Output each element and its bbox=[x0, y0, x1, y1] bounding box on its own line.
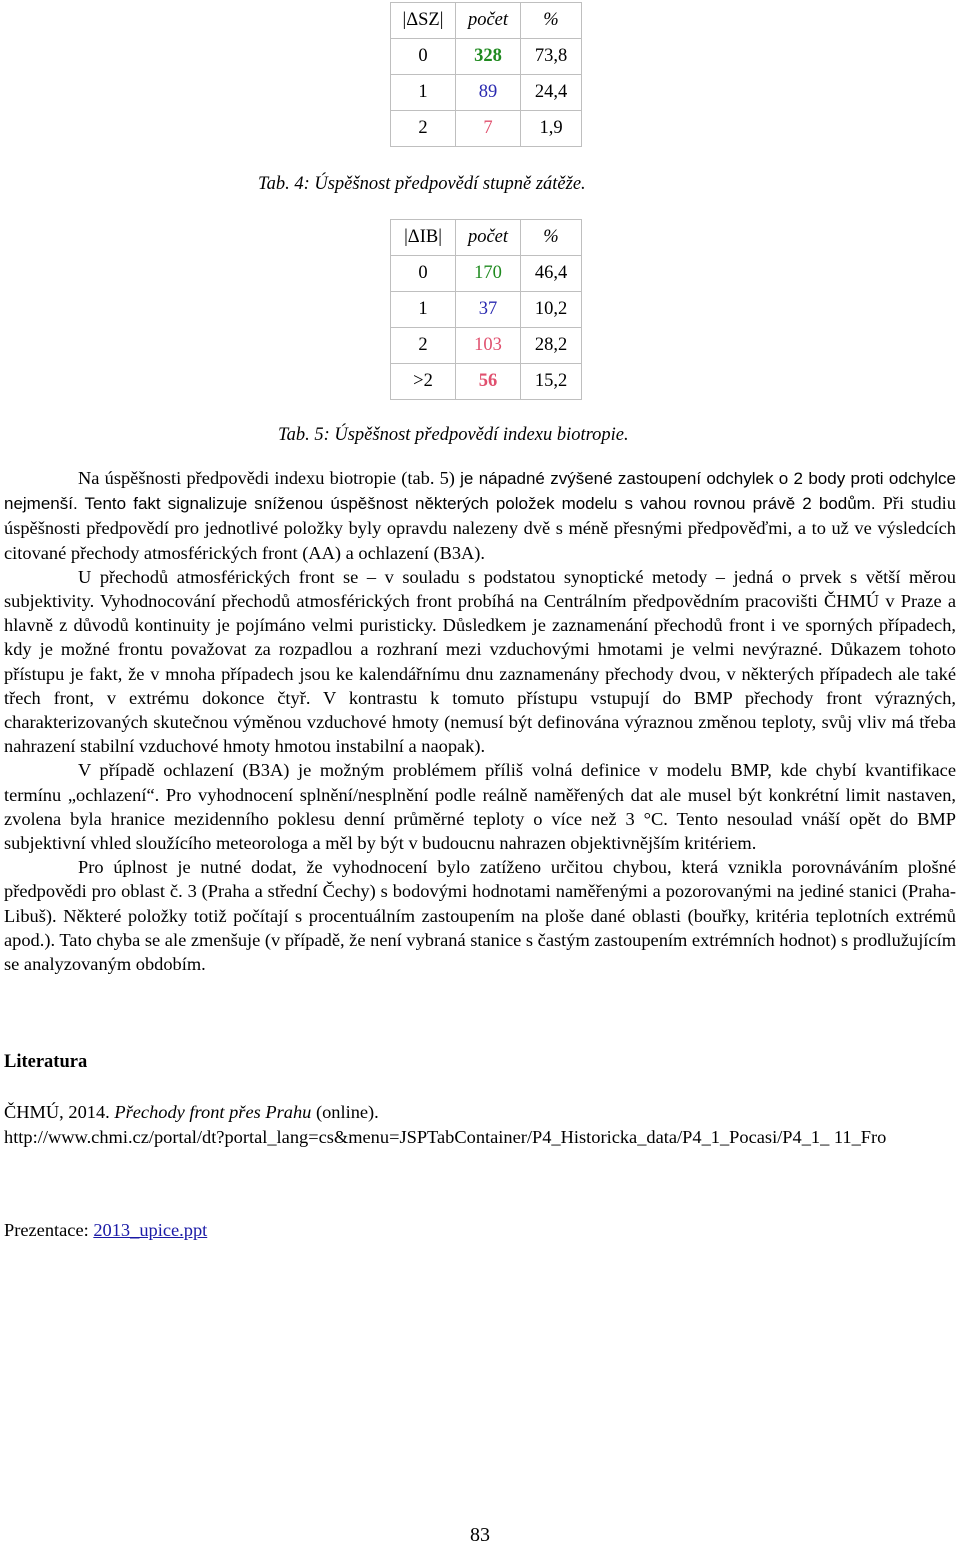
table-cell: 328 bbox=[456, 39, 521, 75]
paragraph: V případě ochlazení (B3A) je možným problémem příliš volná definice v modelu BMP, kde chybí kvantifikace termínu „ochlazení“. Pro vyhodnocení splnění/nesplnění podle reálně naměřených dat ale musel být konkrétní limit nastaven, zvolena byla hranice mezidenního poklesu denní průměrné teploty o více než 3 °C. Tento nesoulad vnáší opět do BMP subjektivní vhled sloužícího meteorologa a měl by být v budoucnu nahrazen objektivnějším kritériem. bbox=[4, 760, 956, 854]
table-cell: 0 bbox=[391, 39, 456, 75]
table-header-row bbox=[391, 220, 582, 256]
reference-entry bbox=[4, 1100, 956, 1149]
body-text bbox=[4, 466, 956, 976]
table-row bbox=[391, 364, 582, 400]
table-cell: 24,4 bbox=[521, 75, 582, 111]
paragraph bbox=[4, 466, 956, 565]
table-row bbox=[391, 39, 582, 75]
page-number: 83 bbox=[470, 1524, 490, 1546]
paragraph-text: je nápadné zvýšené zastoupení odchylek o 2 body proti odchylce nejmenší. Tento fakt signalizuje sníženou úspěšnost některých položek modelu s vahou rovnou právě 2 bodům. bbox=[4, 469, 957, 514]
table-cell: 1 bbox=[391, 292, 456, 328]
table-cell: 89 bbox=[456, 75, 521, 111]
table-cell: 2 bbox=[391, 328, 456, 364]
reference-url: http://www.chmi.cz/portal/dt?portal_lang=cs&menu=JSPTabContainer/P4_Historicka_data/P4_1_Pocasi/P4_1_ 11_Fro bbox=[4, 1126, 887, 1147]
reference-title: Přechody front přes Prahu bbox=[114, 1102, 312, 1122]
table-row bbox=[391, 292, 582, 328]
paragraph-text: Na úspěšnosti předpovědi indexu biotropie (tab. 5) bbox=[78, 468, 461, 488]
table-5 bbox=[390, 219, 582, 400]
table-row bbox=[391, 75, 582, 111]
table-4 bbox=[390, 2, 582, 147]
reference-suffix: (online). bbox=[311, 1102, 379, 1122]
table-header-row bbox=[391, 3, 582, 39]
literature-heading: Literatura bbox=[4, 1052, 88, 1072]
table-cell: 1 bbox=[391, 75, 456, 111]
table-cell: 2 bbox=[391, 111, 456, 147]
presentation-link[interactable]: 2013_upice.ppt bbox=[93, 1220, 208, 1240]
table-cell: 170 bbox=[456, 256, 521, 292]
presentation-line bbox=[4, 1220, 207, 1241]
table-row bbox=[391, 328, 582, 364]
table-cell: 15,2 bbox=[521, 364, 582, 400]
header-cell: |ΔIB| bbox=[391, 220, 456, 256]
table-4-caption: Tab. 4: Úspěšnost předpovědí stupně zátěže. bbox=[258, 174, 586, 194]
header-cell: počet bbox=[456, 220, 521, 256]
header-cell: počet bbox=[456, 3, 521, 39]
table-row bbox=[391, 111, 582, 147]
table-row bbox=[391, 256, 582, 292]
header-cell: % bbox=[521, 220, 582, 256]
table-cell: 7 bbox=[456, 111, 521, 147]
table-cell: 73,8 bbox=[521, 39, 582, 75]
table-cell: 103 bbox=[456, 328, 521, 364]
table-cell: 10,2 bbox=[521, 292, 582, 328]
header-cell: % bbox=[521, 3, 582, 39]
table-cell: 37 bbox=[456, 292, 521, 328]
table-cell: 56 bbox=[456, 364, 521, 400]
table-cell: 0 bbox=[391, 256, 456, 292]
presentation-label: Prezentace: bbox=[4, 1220, 94, 1240]
table-cell: 28,2 bbox=[521, 328, 582, 364]
table-cell: >2 bbox=[391, 364, 456, 400]
table-cell: 1,9 bbox=[521, 111, 582, 147]
table-5-caption: Tab. 5: Úspěšnost předpovědí indexu biotropie. bbox=[278, 425, 629, 445]
paragraph: U přechodů atmosférických front se – v souladu s podstatou synoptické metody – jedná o prvek s větší měrou subjektivity. Vyhodnocování přechodů atmosférických front probíhá na Centrálním předpovědním pracovišti ČHMÚ v Praze a hlavně z důvodů kontinuity je pojímáno velmi puristicky. Důsledkem je zaznamenání přechodů front i ve sporných případech, kdy je možné frontu považovat za rozpadlou a rozhraní mezi vzduchovými hmotami je velmi nevýrazné. Důkazem tohoto přístupu je fakt, že v mnoha případech jsou ke kalendářnímu dnu zaznamenány přechody dvou, v některých případech ale také třech front, v extrému dokonce čtyř. V kontrastu k tomuto přístupu vstupují do BMP přechody front výrazných, charakterizovaných skutečnou výměnou vzduchové hmoty (nemusí být definována výraznou změnou teploty, svůj vliv má třeba nahrazení stabilní vzduchové hmoty hmotou instabilní a naopak). bbox=[4, 566, 956, 757]
header-cell: |ΔSZ| bbox=[391, 3, 456, 39]
paragraph-text: Při studiu úspěšnosti předpovědí pro jednotlivé položky byly opravdu nalezeny dvě s méně přesnými předpověďmi, a to už ve výsledcích citované přechody atmosférických front (AA) a ochlazení (B3A). bbox=[4, 493, 956, 563]
reference-author: ČHMÚ, 2014. bbox=[4, 1102, 115, 1122]
table-cell: 46,4 bbox=[521, 256, 582, 292]
paragraph: Pro úplnost je nutné dodat, že vyhodnocení bylo zatíženo určitou chybou, která vznikla porovnáváním plošné předpovědi pro oblast č. 3 (Praha a střední Čechy) s bodovými hodnotami naměřenými a pozorovanými na jediné stanici (Praha-Libuš). Některé položky totiž počítají s procentuálním zastoupením na ploše dané oblasti (bouřky, kritéria teplotních extrémů apod.). Tato chyba se ale zmenšuje (v případě, že není vybraná stanice s častým zastoupením extrémních hodnot) s prodlužujícím se analyzovaným obdobím. bbox=[4, 857, 956, 975]
